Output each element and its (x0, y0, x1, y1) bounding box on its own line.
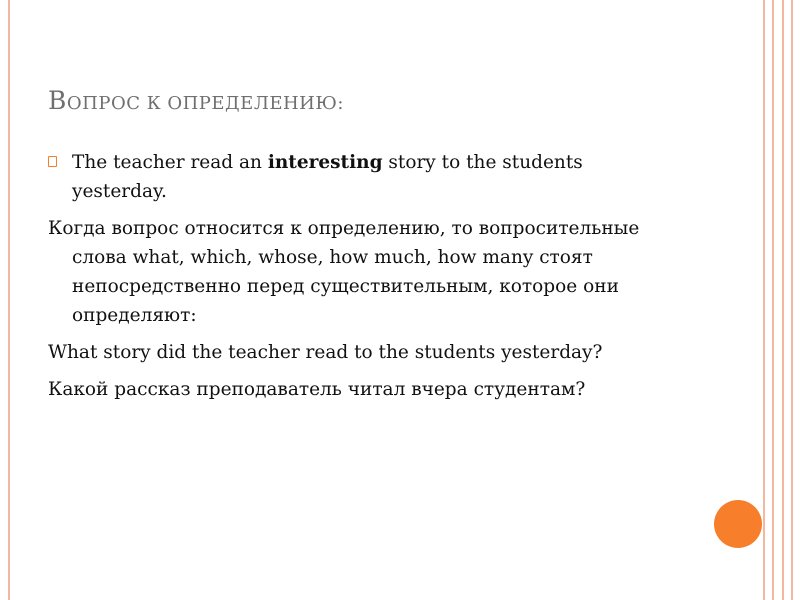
explanation-paragraph: Когда вопрос относится к определению, то вопросительные слова what, which, whose, how much, how many стоят непосредственно перед существительным, которое они определяют: (48, 218, 640, 326)
frame-line-right (763, 0, 765, 600)
frame-line-right (791, 0, 793, 600)
example-sentence-before: The teacher read an (72, 152, 268, 173)
keyword: interesting (267, 152, 383, 173)
decorative-circle (714, 500, 762, 548)
slide-body (48, 148, 658, 412)
bullet-item (48, 148, 658, 206)
title-rest: ОПРОС К ОПРЕДЕЛЕНИЮ: (66, 93, 344, 114)
example-sentence-after: story to the students yesterday. (72, 152, 583, 202)
example-question: What story did the teacher read to the students yesterday? (48, 342, 603, 363)
title-initial: В (48, 86, 67, 115)
translation: Какой рассказ преподаватель читал вчера студентам? (48, 379, 586, 400)
frame-line-left (8, 0, 10, 600)
frame-line-right (772, 0, 774, 600)
slide-title (48, 86, 344, 115)
frame-line-right (782, 0, 784, 600)
bullet-icon (48, 156, 57, 167)
